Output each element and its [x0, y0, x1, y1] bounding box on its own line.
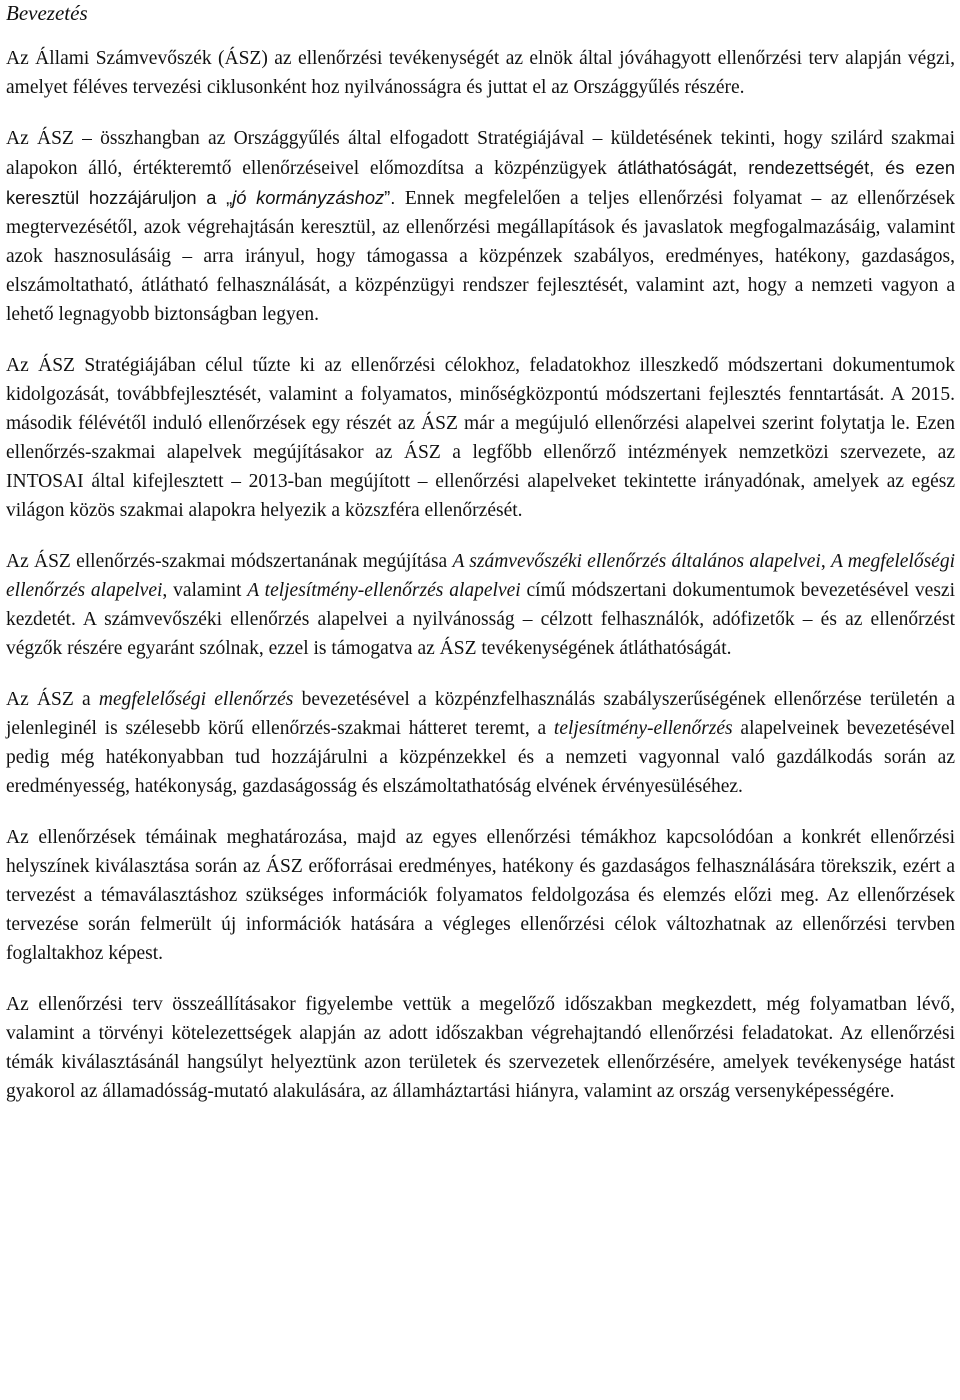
mission-text-d: ”. — [384, 187, 396, 208]
compliance-term: megfelelőségi ellenőrzés — [98, 689, 294, 710]
methodology-text-c: , — [820, 551, 831, 572]
methodology-doc-compliance: A megfelelőségi ellenőrzés alapelvei — [6, 551, 955, 601]
methodology-text-g: című módszertani dokumentumok bevezetésével veszi kezdetét. A számvevőszéki ellenőrzés alapelvei a nyilvánosság – célzott felhasználók, adófizetők – és az ellenőrzést végzők részére egyaránt szólnak, ezzel is támogatva az ÁSZ tevékenységének átláthatóságát. — [6, 580, 955, 659]
compliance-text-e: alapelveinek bevezetésével pedig még hatékonyabban tud hozzájárulni a közpénzekkel és a nemzeti vagyonnal való gazdálkodás során az eredményesség, hatékonyság, gazdaságosság és elszámoltathatóság elvének érvényesüléséhez. — [6, 718, 955, 797]
mission-text-b: átláthatóságát, rendezettségét, és ezen keresztül hozzájáruljon a „ — [6, 157, 955, 208]
performance-term: teljesítmény-ellenőrzés — [553, 718, 733, 739]
methodology-doc-general: A számvevőszéki ellenőrzés általános alapelvei — [452, 551, 821, 572]
mission-text-a: Az ÁSZ – összhangban az Országgyűlés által elfogadott Stratégiájával – küldetésének tekinti, hogy szilárd szakmai alapokon álló, értékteremtő ellenőrzéseivel előmozdítsa a közpénzügyek — [6, 128, 955, 179]
mission-text-e: Ennek megfelelően a teljes ellenőrzési folyamat – az ellenőrzések megtervezésétől, azok végrehajtásán keresztül, az ellenőrzési megállapítások és javaslatok megfogalmazásáig, valamint azok hasznosulásáig – arra irányul, hogy támogassa a közpénzek szabályos, eredményes, hatékony, gazdaságos, elszámoltatható, átlátható felhasználását, a közpénzügyi rendszer fejlesztését, valamint azt, hogy a nemzeti vagyon a lehető legnagyobb biztonságban legyen. — [6, 188, 955, 325]
compliance-text-a: Az ÁSZ a — [6, 689, 99, 710]
mission-good-governance: jó kormányzáshoz — [232, 187, 385, 208]
paragraph-mission — [6, 124, 955, 329]
compliance-text-c: bevezetésével a közpénzfelhasználás szabályszerűségének ellenőrzése területén a jelenleginél is szélesebb körű ellenőrzés-szakmai hátteret teremt, a — [6, 689, 956, 739]
methodology-text-a: Az ÁSZ ellenőrzés-szakmai módszertanának megújítása — [6, 551, 453, 572]
section-heading: Bevezetés — [6, 1, 88, 25]
methodology-doc-performance: A teljesítmény-ellenőrzés alapelvei — [247, 580, 521, 601]
paragraph-intro: Az Állami Számvevőszék (ÁSZ) az ellenőrzési tevékenységét az elnök által jóváhagyott ellenőrzési terv alapján végzi, amelyet féléves tervezési ciklusonként hoz nyilvánosságra és juttat el az Országgyűlés részére. — [6, 48, 955, 98]
paragraph-strategy: Az ÁSZ Stratégiájában célul tűzte ki az ellenőrzési célokhoz, feladatokhoz illeszkedő módszertani dokumentumok kidolgozását, továbbfejlesztését, valamint a folyamatos, minőségközpontú módszertani fejlesztés fenntartását. A 2015. második félévétől induló ellenőrzések egy részét az ÁSZ már a megújuló ellenőrzési alapelvei szerint folytatja le. Ezen ellenőrzés-szakmai alapelvek megújításakor az ÁSZ a legfőbb ellenőrző intézmények nemzetközi szervezete, az INTOSAI által kifejlesztett – 2013-ban megújított – ellenőrzési alapelveket tekintette irányadónak, amelyek az egész világon közös szakmai alapokra helyezik a közszféra ellenőrzését. — [6, 355, 955, 521]
methodology-text-e: , valamint — [162, 580, 248, 601]
paragraph-topics: Az ellenőrzések témáinak meghatározása, majd az egyes ellenőrzési témákhoz kapcsolódóan a konkrét ellenőrzési helyszínek kiválasztása során az ÁSZ erőforrásai eredményes, hatékony és gazdaságos felhasználására törekszik, ezért a tervezést a témaválasztáshoz szükséges információk folyamatos feldolgozása és elemzés előzi meg. Az ellenőrzések tervezése során felmerült új információk hatására a végleges ellenőrzési célok változhatnak az ellenőrzési tervben foglaltakhoz képest. — [6, 827, 955, 964]
paragraph-compliance — [6, 685, 955, 801]
paragraph-plan: Az ellenőrzési terv összeállításakor figyelembe vettük a megelőző időszakban megkezdett, még folyamatban lévő, valamint a törvényi kötelezettségek alapján az adott időszakban végrehajtandó ellenőrzési feladatokat. Az ellenőrzési témák kiválasztásánál hangsúlyt helyeztünk azon területek és szervezetek ellenőrzésére, amelyek tevékenysége hatást gyakorol az államadósság-mutató alakulására, az államháztartási hiányra, valamint az ország versenyképességére. — [6, 994, 955, 1102]
paragraph-methodology — [6, 547, 955, 663]
